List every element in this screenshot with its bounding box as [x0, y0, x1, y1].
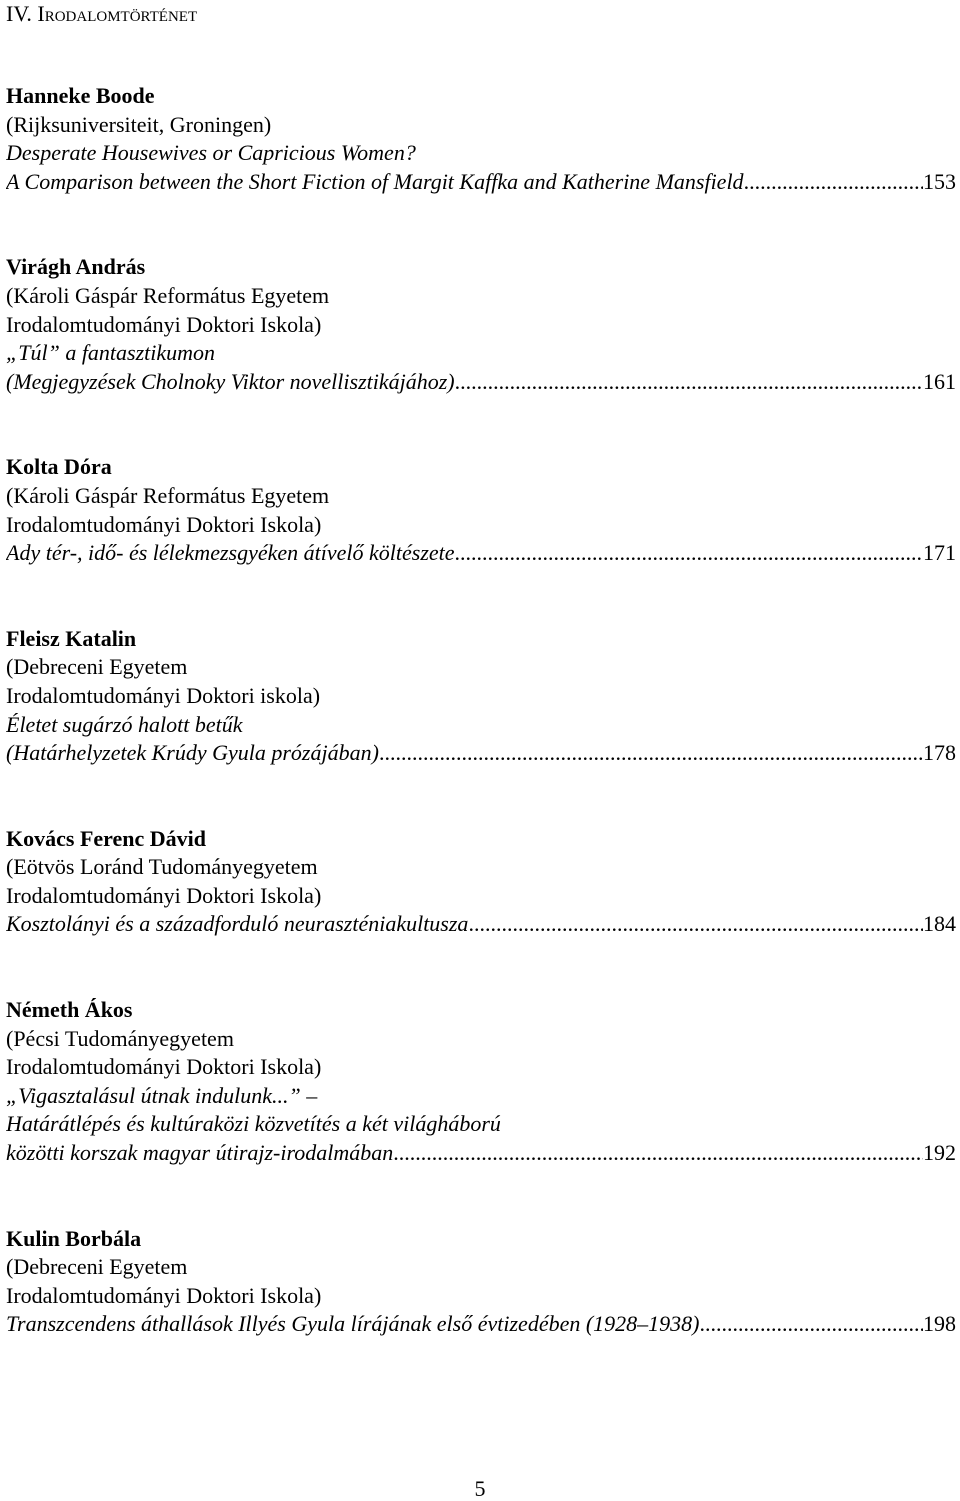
entry-affiliation: Irodalomtudományi Doktori iskola) — [6, 682, 321, 708]
leader-dots — [468, 910, 923, 939]
entry-page-number: 171 — [923, 540, 956, 566]
entry-title-leader-row — [6, 168, 956, 197]
leader-dots — [379, 739, 923, 768]
entry-title-line: Desperate Housewives or Capricious Women? — [6, 140, 416, 166]
entry-title-leader-row — [6, 1310, 956, 1339]
entry-page-number: 184 — [923, 911, 956, 937]
toc-entry — [6, 453, 956, 567]
leader-dots — [744, 168, 923, 197]
entry-page-number: 161 — [923, 368, 956, 394]
entry-title-line: Transzcendens áthallások Illyés Gyula lírájának első évtizedében (1928–1938) — [6, 1311, 700, 1337]
section-title: IV. Irodalomtörténet — [6, 1, 198, 26]
entry-affiliation: (Pécsi Tudományegyetem — [6, 1025, 234, 1051]
entry-title-leader-row — [6, 910, 956, 939]
entry-affiliation: (Debreceni Egyetem — [6, 1254, 188, 1280]
leader-dots — [455, 368, 923, 397]
entry-page-number: 153 — [923, 168, 956, 194]
entry-author: Fleisz Katalin — [6, 625, 137, 651]
entry-title-line: „Túl” a fantasztikumon — [6, 340, 216, 366]
entry-author: Kulin Borbála — [6, 1225, 142, 1251]
entry-author: Németh Ákos — [6, 997, 133, 1023]
page-number: 5 — [474, 1476, 486, 1501]
entry-title-line: „Vigasztalásul útnak indulunk...” – — [6, 1082, 318, 1108]
toc-entry — [6, 996, 956, 1168]
toc-entry — [6, 82, 956, 196]
entry-title-leader-row — [6, 368, 956, 397]
table-of-contents — [6, 82, 956, 1339]
toc-entry — [6, 1225, 956, 1339]
entry-title-line: A Comparison between the Short Fiction of Margit Kaffka and Katherine Mansfield — [6, 168, 744, 194]
entry-title-line: Határátlépés és kultúraközi közvetítés a két világháború — [6, 1111, 501, 1137]
entry-author: Kovács Ferenc Dávid — [6, 825, 207, 851]
entry-author: Hanneke Boode — [6, 83, 155, 108]
entry-title-line: Ady tér-, idő- és lélekmezsgyéken átívelő költészete — [6, 540, 455, 566]
entry-affiliation: Irodalomtudományi Doktori Iskola) — [6, 511, 322, 537]
entry-title-leader-row — [6, 739, 956, 768]
entry-affiliation: (Károli Gáspár Református Egyetem — [6, 482, 330, 508]
entry-page-number: 192 — [923, 1140, 956, 1166]
entry-author: Kolta Dóra — [6, 454, 112, 480]
entry-title-line: Életet sugárzó halott betűk — [6, 711, 243, 737]
entry-affiliation: (Debreceni Egyetem — [6, 654, 188, 680]
entry-title-line: Kosztolányi és a századforduló neuraszténiakultusza — [6, 911, 469, 937]
leader-dots — [393, 1139, 923, 1168]
entry-affiliation: (Károli Gáspár Református Egyetem — [6, 282, 330, 308]
entry-title-line: közötti korszak magyar útirajz-irodalmában — [6, 1140, 394, 1166]
entry-page-number: 178 — [923, 740, 956, 766]
entry-affiliation: (Eötvös Loránd Tudományegyetem — [6, 854, 318, 880]
leader-dots — [700, 1310, 924, 1339]
entry-affiliation: (Rijksuniversiteit, Groningen) — [6, 111, 272, 137]
entry-title-leader-row — [6, 1139, 956, 1168]
entry-title-line: (Határhelyzetek Krúdy Gyula prózájában) — [6, 740, 379, 766]
leader-dots — [455, 539, 923, 568]
entry-page-number: 198 — [923, 1311, 956, 1337]
entry-title-line: (Megjegyzések Cholnoky Viktor novellisztikájához) — [6, 368, 455, 394]
entry-author: Virágh András — [6, 254, 146, 280]
entry-affiliation: Irodalomtudományi Doktori Iskola) — [6, 311, 322, 337]
entry-title-leader-row — [6, 539, 956, 568]
toc-entry — [6, 625, 956, 768]
toc-entry — [6, 825, 956, 939]
entry-affiliation: Irodalomtudományi Doktori Iskola) — [6, 882, 322, 908]
entry-affiliation: Irodalomtudományi Doktori Iskola) — [6, 1054, 322, 1080]
entry-affiliation: Irodalomtudományi Doktori Iskola) — [6, 1282, 322, 1308]
toc-entry — [6, 253, 956, 396]
